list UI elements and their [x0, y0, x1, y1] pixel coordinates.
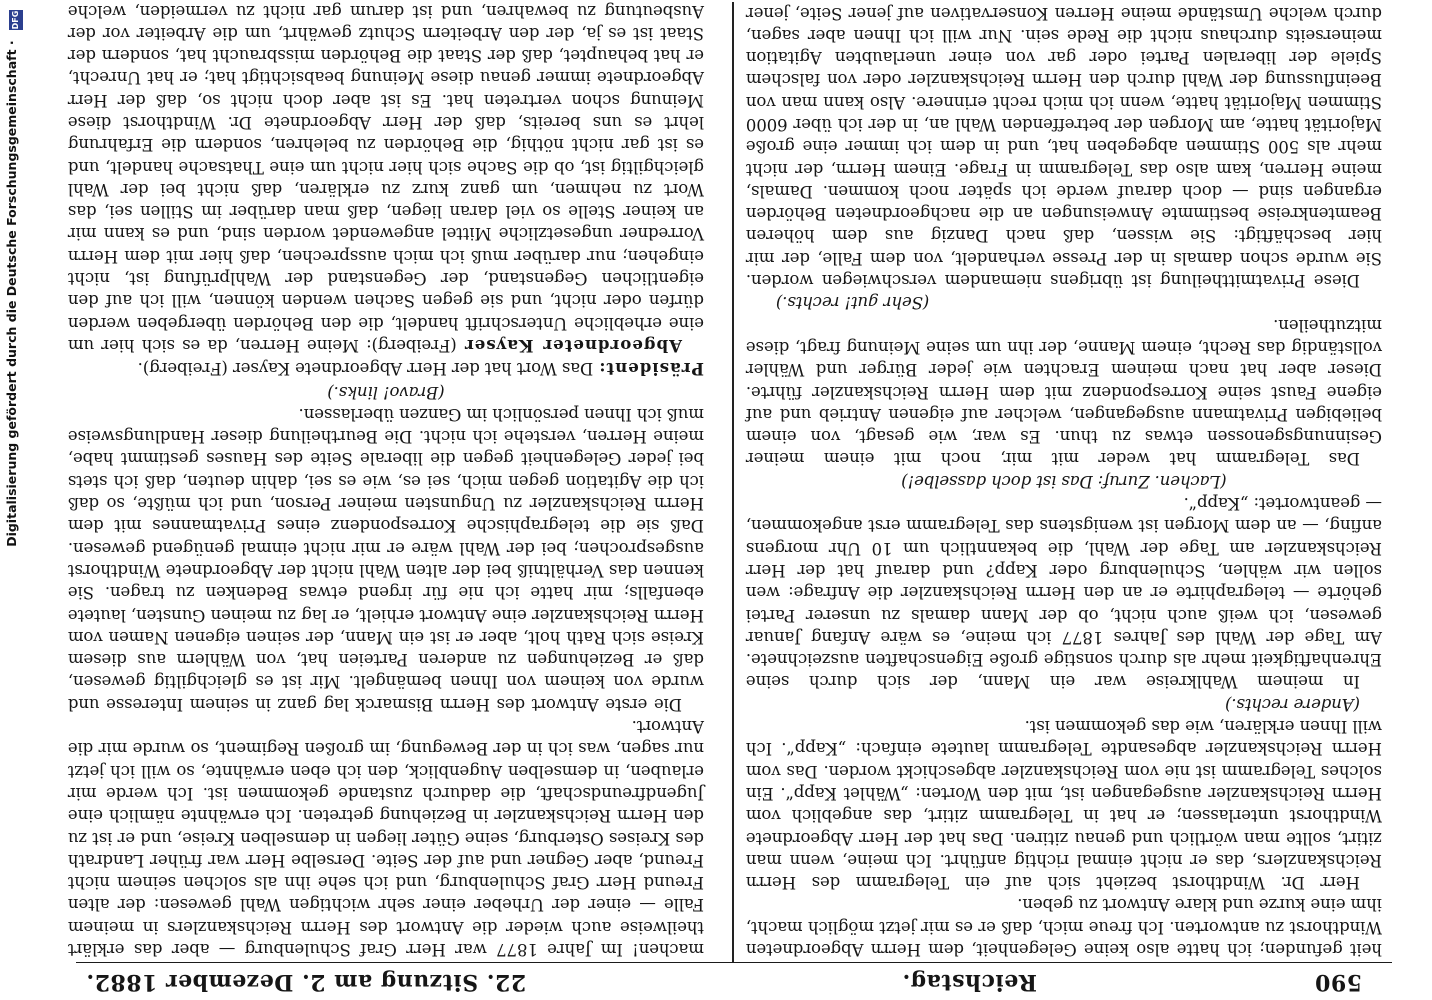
paragraph — [68, 0, 704, 357]
page-number: 590 — [1314, 969, 1362, 995]
paragraph — [746, 492, 1382, 693]
paragraph-text: Herr Dr. Windthorst bezieht sich auf ein Telegramm des Herrn Reichskanzlers, das er nicht einmal richtig anführt. Ich meine, wenn man zitirt, sollte man wörtlich und genau zitiren. Das hat der Herr Abgeordnete Windthorst unterlassen; er hat in Telegramm zitirt, das angeblich vom Herrn Reichskanzler ausgegangen ist, mit den Worten: „Wählet Kapp“. Ein solches Telegramm ist nie vom Reichskanzler abgeschickt worden. Das vom Herrn Reichskanzler abgesandte Telegramm lautete einfach: „Kapp“. Ich will Ihnen erklären, wie das gekommen ist. — [746, 717, 1382, 893]
paragraph-text: Diese Privatmittheilung ist übrigens niemandem verschwiegen worden. Sie wurde schon damals in der Presse verhandelt, von dem Falle, der mir hier beschäftigt: Sie wissen, daß nach Danzig aus dem höheren Beamtenkreise bestimmte Anweisungen an die nachgeordneten Behörden ergangen sind — doch darauf werde ich später noch kommen. Damals, meine Herren, kam also das Telegramm in Frage. Einem Herrn, der nicht mehr als 500 Stimmen abgegeben hat, und in dem ich immer eine große Majorität hatte, am Morgen der betreffenden Wahl an, in der ich über 6000 Stimmen Majorität hatte, wenn ich mich recht erinnere. Also kann man von Beeinflussung der Wahl durch den Herrn Reichskanzler oder von falschem Spiele der liberalen Partei oder gar von einer unerlaubten Agitation meinerseits durchaus nicht die Rede sein. Nur will ich Ihnen aber sagen, durch welche Umstände meine Herren Konservativen auf jener Seite, jener — [746, 3, 1382, 291]
paragraph — [68, 715, 704, 960]
paragraph-text: (Andere rechts.) — [1225, 694, 1360, 714]
column-divider — [733, 2, 735, 962]
page-header — [76, 962, 1392, 999]
stage-direction — [68, 380, 704, 402]
paragraph-text: heit gefunden; ich hatte also keine Gelegenheit, dem Herrn Abgeordneten Windthorst zu antworten. Ich freue mich, daß er es mir jetzt möglich macht, ihm eine kurze und klare Antwort zu geben. — [746, 895, 1382, 959]
left-column — [746, 3, 1382, 960]
speaker-name: Abgeordneter Kayser — [463, 335, 682, 356]
paragraph-text: (Freiberg): Meine Herren, da es sich hier um eine erhebliche Unterschrift handelt, die den Behörden übergeben werden dürfen oder nicht, und sie gegen Sachen wenden können, will ich auf den eigentlichen Gegenstand, der Gegenstand der Wahlprüfung ist, nicht eingehen; nur darüber muß ich mich aussprechen, daß hier mit dem Herrn Vorredner ungesetzliche Mittel angewendet worden sind, und es kann mir an keiner Stelle so viel daran liegen, daß man darüber im Stillen sei, das Wort zu nehmen, um ganz kurz zu erklären, daß nicht bei der Wahl gleichgiltig ist, ob die Sache sich hier nicht um eine Thatsache handelt, und es ist gar nicht nöthig, die Behörden zu belehren, sondern die Erfahrung lehrt es uns bereits, daß der Herr Abgeordnete Dr. Windthorst diese Meinung schon vertreten hat. Es ist aber doch nicht so, daß der Herr Abgeordnete immer genau diese Meinung beabsichtigt hat; er hat Unrecht, er hat behauptet, daß der Staat die Behörden missbraucht hat, sondern der Staat ist es ja, der den Arbeitern Schutz gewährt, um die Arbeiter vor der Ausbeutung zu bewahren, und ist darum gar nicht zu vermeiden, welche — [68, 1, 704, 355]
stage-direction — [746, 291, 1382, 313]
paragraph — [746, 0, 1382, 291]
paragraph-text: (Bravo! links.) — [327, 382, 445, 402]
credit-line: Digitalisierung gefördert durch die Deutsche Forschungsgemeinschaft · DFG — [1, 10, 23, 988]
dfg-logo-icon: DFG — [9, 10, 23, 30]
stage-direction — [746, 469, 1382, 491]
paragraph — [68, 357, 704, 380]
paragraph — [68, 403, 704, 715]
paragraph-text: (Lachen. Zuruf: Das ist doch dasselbe!) — [901, 471, 1227, 491]
right-column — [68, 1, 704, 960]
paragraph-text: (Sehr gut! rechts.) — [776, 293, 930, 313]
paragraph-text: Die erste Antwort des Herrn Bismarck lag ganz in seinem Interesse und wurde von keinem von Ihnen bemängelt. Mir ist es gleichgiltig gewesen, daß er Beziehungen zu anderen Parteien hat, von Wählern aus diesem Kreise sich Rath holt, aber er ist ein Mann, der seinen eigenen Namen vom Herrn Reichskanzler eine Antwort erhielt, er lag zu meinen Gunsten, lautete ebenfalls; mir hatte ich nie für irgend etwas Bedenken zu tragen. Sie kennen das Verhältniß bei der alten Wahl nicht der Abgeordnete Windthorst ausgesprochen; bei der Wahl wäre er mir nicht einmal genügend gewesen. Daß sie die telegraphische Korrespondenz eines Privatmannes mit dem Herrn Reichskanzler zu Ungunsten meiner Person, und ich müßte, so daß ich die Agitation gegen mich, sei es, wie es sei, dahin deuten, daß ich stets bei jeder Gelegenheit gegen die liberale Seite des Hauses gestimmt habe, meine Herren, verstehe ich nicht. Die Beurtheilung dieser Handlungsweise muß ich Ihnen persönlich im Ganzen überlassen. — [68, 404, 704, 714]
section-title: Reichstag. — [902, 969, 1037, 995]
paragraph-text: In meinem Wahlkreise war ein Mann, der sich durch seine Ehrenhaftigkeit mehr als durch sonstige große Eigenschaften auszeichnete. Am Tage der Wahl des Jahres 1877 ich meine, es wäre Anfang Januar gewesen, ich weiß auch nicht, ob der Mann damals zu unserer Partei gehörte — telegraphirte er an den Herrn Reichskanzler die Anfrage: wen sollen wir wählen, Schulenburg oder Kapp? und darauf hat der Herr Reichskanzler am Tage der Wahl, die bekanntlich um 10 Uhr morgens anfing, — an dem Morgen ist wenigstens das Telegramm erst angekommen, — geantwortet: „Kapp“. — [746, 494, 1382, 692]
speaker-name: Präsident: — [598, 359, 704, 380]
paragraph-text: Das Telegramm hat weder mit mir, noch mit einem meiner Gesinnungsgenossen etwas zu thun. Es war, wie gesagt, von einem beliebigen Privatmann ausgegangen, welcher auf eigenen Antrieb und auf eigene Faust seine Korrespondenz mit dem Herrn Reichskanzler führte. Dieser aber hat nach meinem Erachten wie jeder Bürger und Wähler vollständig das Recht, einem Manne, der ihn um seine Meinung fragt, diese mitzutheilen. — [746, 315, 1382, 469]
paragraph-text: machen! Im Jahre 1877 war Herr Graf Schulenburg — aber das erklärt theilweise auch wieder die Antwort des Herrn Reichskanzlers in meinem Falle — einer der Urheber einer sehr wichtigen Wahl gewesen: der alten Freund Herr Graf Schulenburg, und ich sehe ihn als solchen seinem nicht Freund, aber Gegner und auf der Seite. Derselbe Herr war früher Landrath des Kreises Osterburg, seine Güter liegen in demselben Kreise, und er ist zu den Herrn Reichskanzler in Beziehung getreten. Ich erwähnte nämlich eine Jugendfreundschaft, die dadurch zustande gekommen ist. Ich werde mir erlauben, in demselben Augenblick, den ich eben erwähnte, so will ich jetzt nur sagen, was ich in der Bewegung, im großen Regiment, so wurde mir die Antwort. — [68, 717, 704, 959]
paragraph — [746, 313, 1382, 469]
paragraph — [746, 715, 1382, 893]
credit-text: Digitalisierung gefördert durch die Deutsche Forschungsgemeinschaft — [4, 49, 19, 547]
stage-direction — [746, 692, 1382, 714]
paragraph-text: Das Wort hat der Herr Abgeordnete Kayser (Freiberg). — [137, 359, 599, 379]
paragraph — [746, 893, 1382, 960]
session-title: 22. Sitzung am 2. Dezember 1882. — [86, 969, 527, 995]
